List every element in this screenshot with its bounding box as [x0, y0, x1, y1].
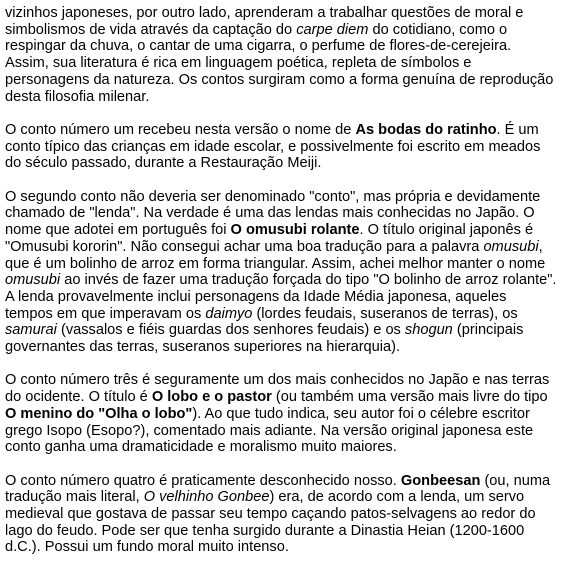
text-line: [5, 89, 585, 106]
text-line: [5, 272, 585, 289]
text-segment: do ocidente. O título é: [5, 389, 152, 406]
text-segment: vizinhos japoneses, por outro lado, aprenderam a trabalhar questões de moral e: [5, 5, 524, 21]
text-segment: d.C.). Possui um fundo moral muito intenso.: [5, 539, 289, 556]
text-line: [5, 539, 585, 556]
text-segment: conto ganha uma dramaticidade e moralismo muito maiores.: [5, 439, 397, 456]
italic-text: omusubi: [5, 272, 61, 289]
text-segment: tempos em que imperavam os: [5, 305, 206, 322]
text-segment: Assim, sua literatura é rica em linguagem poética, repleta de símbolos e: [5, 55, 472, 72]
bold-text: O lobo e o pastor: [151, 389, 272, 406]
paragraph: [5, 189, 585, 356]
paragraph: [5, 372, 585, 456]
text-line: [5, 523, 585, 540]
italic-text: omusubi: [483, 238, 539, 255]
text-line: [5, 72, 585, 89]
text-segment: lago do feudo. Pode ser que tenha surgido durante a Dinastia Heian (1200-1600: [5, 522, 525, 539]
paragraph: [5, 5, 585, 105]
text-segment: "Omusubi kororin". Não consegui achar uma boa tradução para a palavra: [5, 238, 484, 255]
text-segment: ao invés de fazer uma tradução forçada do tipo "O bolinho de arroz rolante".: [60, 272, 557, 289]
bold-text: O menino do "Olha o lobo": [5, 405, 193, 422]
text-segment: O conto número um recebeu nesta versão o nome de: [5, 121, 356, 138]
italic-text: O velhinho Gonbee: [143, 489, 270, 506]
text-line: [5, 139, 585, 156]
text-line: [5, 506, 585, 523]
text-segment: desta filosofia milenar.: [5, 88, 150, 105]
text-segment: medieval que gostava de passar seu tempo caçando patos-selvagens ao redor do: [5, 506, 536, 523]
text-line: [5, 205, 585, 222]
text-segment: grego Isopo (Esopo?), comentado mais adiante. Na versão original japonesa este: [5, 422, 534, 439]
text-segment: (vassalos e fiéis guardas dos senhores feudais) e os: [56, 322, 405, 339]
text-segment: (lordes feudais, suseranos de terras), os: [252, 305, 518, 322]
italic-text: daimyo: [205, 305, 253, 322]
text-line: [5, 372, 585, 389]
text-line: [5, 322, 585, 339]
text-segment: (principais: [452, 322, 524, 339]
text-segment: do cotidiano, como o: [368, 21, 508, 38]
text-line: [5, 155, 585, 172]
text-line: [5, 122, 585, 139]
document-body: [5, 5, 585, 573]
text-line: [5, 256, 585, 273]
text-segment: ). Ao que tudo indica, seu autor foi o célebre escritor: [192, 405, 530, 422]
paragraph: [5, 122, 585, 172]
text-line: [5, 406, 585, 423]
bold-text: Gonbeesan: [400, 472, 481, 489]
text-line: [5, 473, 585, 490]
text-line: [5, 189, 585, 206]
italic-text: samurai: [5, 322, 57, 339]
text-line: [5, 222, 585, 239]
text-line: [5, 22, 585, 39]
text-segment: simbolismos de vida através da captação do: [5, 21, 297, 38]
bold-text: O omusubi rolante: [230, 222, 360, 239]
text-segment: A lenda provavelmente inclui personagens da Idade Média japonesa, aqueles: [5, 288, 507, 305]
text-line: [5, 38, 585, 55]
text-segment: chamado de "lenda". Na verdade é uma das lendas mais conhecidas no Japão. O: [5, 205, 535, 222]
text-segment: ,: [538, 238, 543, 255]
text-segment: do século passado, durante a Restauração Meiji.: [5, 155, 322, 172]
text-segment: . O título original japonês é: [359, 222, 534, 239]
text-line: [5, 389, 585, 406]
text-line: [5, 5, 585, 22]
text-segment: tradução mais literal,: [5, 489, 144, 506]
text-segment: que é um bolinho de arroz em forma triangular. Assim, achei melhor manter o nome: [5, 255, 546, 272]
text-line: [5, 439, 585, 456]
text-segment: respingar da chuva, o cantar de uma cigarra, o perfume de flores-de-cerejeira.: [5, 38, 512, 55]
text-segment: governantes das terras, suseranos superiores na hierarquia).: [5, 339, 401, 356]
text-line: [5, 55, 585, 72]
text-segment: personagens da natureza. Os contos surgiram como a forma genuína de reprodução: [5, 71, 554, 88]
text-line: [5, 289, 585, 306]
text-segment: (ou também uma versão mais livre do tipo: [271, 389, 548, 406]
text-line: [5, 489, 585, 506]
text-line: [5, 339, 585, 356]
text-segment: conto típico das crianças em idade escolar, e possivelmente foi escrito em meados: [5, 138, 541, 155]
text-segment: O segundo conto não deveria ser denominado "conto", mas própria e devidamente: [5, 188, 541, 205]
paragraph: [5, 473, 585, 557]
italic-text: carpe diem: [296, 21, 369, 38]
text-segment: (ou, numa: [480, 472, 551, 489]
text-segment: nome que adotei em português foi: [5, 222, 231, 239]
text-segment: O conto número três é seguramente um dos mais conhecidos no Japão e nas terras: [5, 372, 550, 389]
text-segment: O conto número quatro é praticamente desconhecido nosso.: [5, 472, 401, 489]
text-segment: . É um: [496, 121, 539, 138]
italic-text: shogun: [404, 322, 453, 339]
text-line: [5, 306, 585, 323]
bold-text: As bodas do ratinho: [355, 121, 497, 138]
text-line: [5, 423, 585, 440]
text-segment: ) era, de acordo com a lenda, um servo: [269, 489, 525, 506]
text-line: [5, 239, 585, 256]
